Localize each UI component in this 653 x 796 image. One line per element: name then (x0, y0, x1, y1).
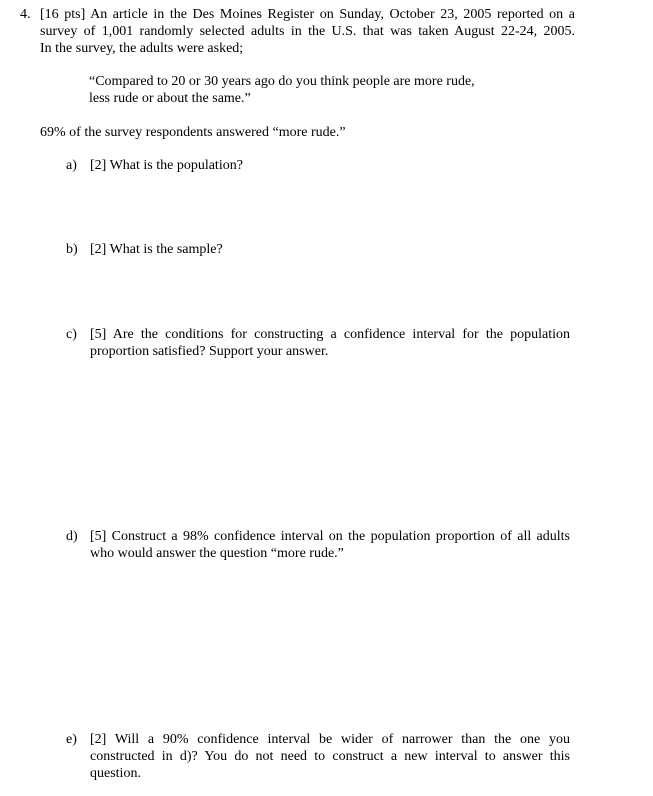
problem-intro (40, 6, 575, 57)
question-a-text (90, 157, 570, 174)
question-d-label: d) (66, 529, 78, 544)
question-e-text (90, 731, 570, 782)
quote-line: less rude or about the same.” (89, 91, 251, 106)
question-b-label: b) (66, 242, 78, 257)
problem-number: 4. (20, 7, 31, 22)
intro-line: survey of 1,001 randomly selected adults in the U.S. that was taken August 22-24, 2005. (40, 24, 575, 39)
question-line: proportion satisfied? Support your answer. (90, 344, 329, 359)
question-line: [2] What is the sample? (90, 242, 223, 257)
question-line: [2] Will a 90% confidence interval be wider of narrower than the one you (90, 732, 570, 747)
question-line: question. (90, 766, 141, 781)
intro-line: In the survey, the adults were asked; (40, 41, 244, 56)
question-d-text (90, 528, 570, 562)
question-line: [5] Construct a 98% confidence interval on the population proportion of all adults (90, 529, 570, 544)
question-line: who would answer the question “more rude.” (90, 546, 344, 561)
intro-line: [16 pts] An article in the Des Moines Register on Sunday, October 23, 2005 reported on a (40, 7, 575, 22)
question-c-text (90, 326, 570, 360)
question-b-text (90, 241, 570, 258)
question-line: constructed in d)? You do not need to construct a new interval to answer this (90, 749, 570, 764)
question-line: [2] What is the population? (90, 158, 243, 173)
survey-question-quote (89, 73, 549, 107)
question-e-label: e) (66, 732, 77, 747)
question-a-label: a) (66, 158, 77, 173)
quote-line: “Compared to 20 or 30 years ago do you think people are more rude, (89, 74, 475, 89)
survey-result: 69% of the survey respondents answered “more rude.” (40, 125, 346, 140)
question-line: [5] Are the conditions for constructing a confidence interval for the population (90, 327, 570, 342)
question-c-label: c) (66, 327, 77, 342)
